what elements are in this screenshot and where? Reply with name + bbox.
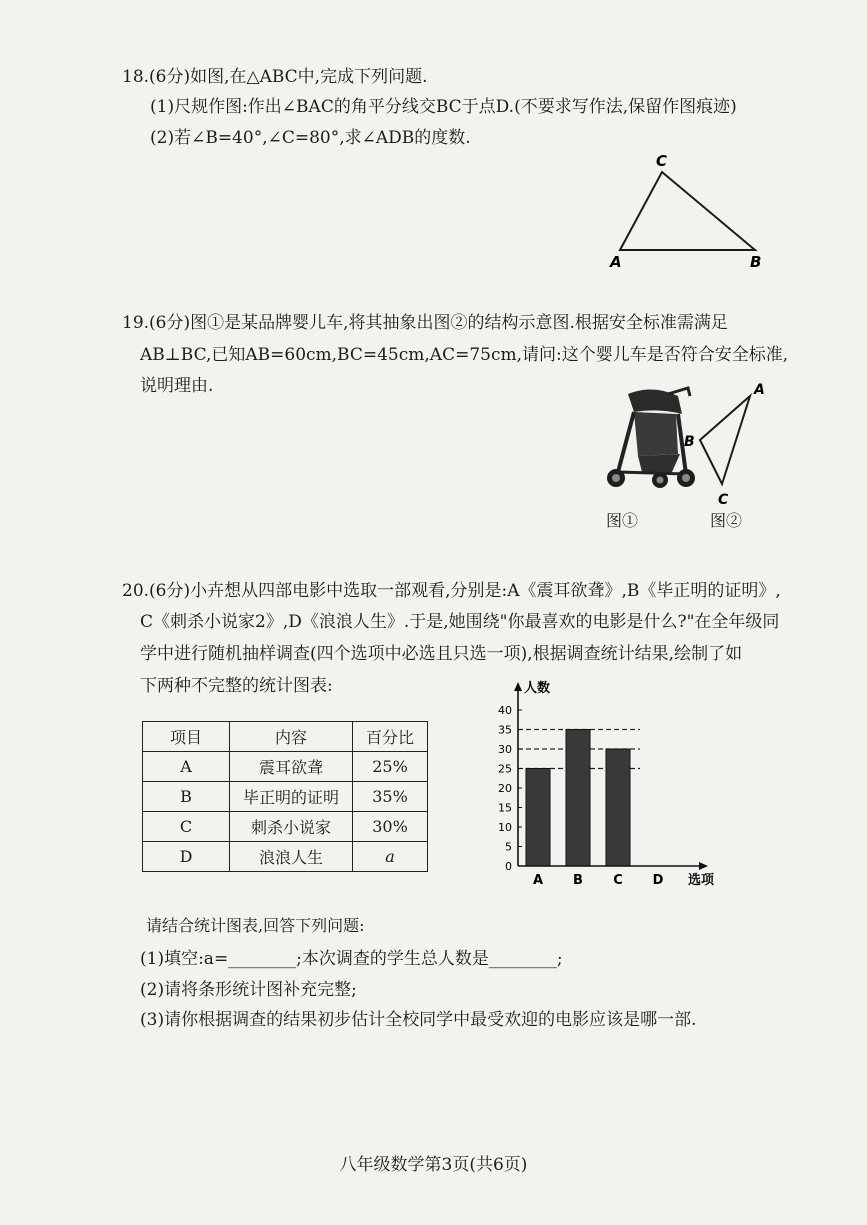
table-header-row [143,722,428,752]
x-tick-label: B [573,873,583,888]
x-tick-label: D [652,873,664,888]
table-cell: a [353,842,428,872]
q19-line1: 19.(6分)图①是某品牌婴儿车,将其抽象出图②的结构示意图.根据安全标准需满足 [122,313,728,333]
y-tick-label: 10 [498,821,512,834]
q18-label-b: B [750,253,762,271]
table-cell: 刺杀小说家 [230,812,353,842]
q18-label-c: C [656,152,668,170]
y-axis-label: 人数 [524,681,551,696]
stats-table [142,721,428,872]
table-cell: 震耳欲聋 [230,752,353,782]
bar [606,749,630,866]
x-tick-label: C [613,873,623,888]
table-cell: 30% [353,812,428,842]
q18-part1: (1)尺规作图:作出∠BAC的角平分线交BC于点D.(不要求写作法,保留作图痕迹) [150,97,737,117]
q20-line1: 20.(6分)小卉想从四部电影中选取一部观看,分别是:A《震耳欲聋》,B《毕正明的证明》, [122,581,781,601]
bar [566,730,590,867]
x-tick-label: A [532,873,544,888]
table-cell: 浪浪人生 [230,842,353,872]
q20-line3: 学中进行随机抽样调查(四个选项中必选且只选一项),根据调查统计结果,绘制了如 [140,644,743,664]
table-cell: C [143,812,230,842]
table-cell: 25% [353,752,428,782]
x-axis-label: 选项 [688,873,715,888]
q18-stem: 18.(6分)如图,在△ABC中,完成下列问题. [122,67,428,87]
bar [526,769,550,867]
table-header: 百分比 [353,722,428,752]
q18-triangle-figure [600,150,780,275]
q19-label-b: B [684,434,695,450]
q19-label-c: C [718,492,729,508]
fig1-caption: 图① [606,511,639,530]
y-tick-label: 30 [498,743,512,756]
page-footer: 八年级数学第3页(共6页) [339,1155,528,1175]
table-cell: A [143,752,230,782]
table-cell: 毕正明的证明 [230,782,353,812]
q18-label-a: A [610,253,622,271]
table-cell: B [143,782,230,812]
table-header: 内容 [230,722,353,752]
table-row [143,752,428,782]
x-axis-arrow [699,862,708,870]
table-row [143,812,428,842]
table-row [143,782,428,812]
q20-sub1: (1)填空:a=________;本次调查的学生总人数是________; [140,949,563,969]
table-cell: D [143,842,230,872]
y-tick-label: 0 [505,860,512,873]
q19-label-a: A [754,382,765,398]
q18-part2: (2)若∠B=40°,∠C=80°,求∠ADB的度数. [150,128,471,148]
y-tick-label: 25 [498,762,512,776]
bar-chart [470,676,730,890]
q19-structure-figure [678,380,778,508]
q20-line2: C《刺杀小说家2》,D《浪浪人生》.于是,她围绕"你最喜欢的电影是什么?"在全年级同 [140,612,780,632]
fig2-caption: 图② [710,511,743,530]
y-tick-label: 40 [498,704,512,717]
y-axis-arrow [514,682,522,691]
y-tick-label: 5 [505,840,512,854]
q19-line2: AB⊥BC,已知AB=60cm,BC=45cm,AC=75cm,请问:这个婴儿车是否符合安全标准, [140,345,789,365]
q19-line3: 说明理由. [140,376,214,396]
y-tick-label: 35 [498,723,512,737]
table-cell: 35% [353,782,428,812]
table-row [143,842,428,872]
q20-line4: 下两种不完整的统计图表: [140,676,333,696]
q20-sub3: (3)请你根据调查的结果初步估计全校同学中最受欢迎的电影应该是哪一部. [140,1010,697,1030]
y-tick-label: 20 [498,782,512,795]
y-tick-label: 15 [498,801,512,815]
q20-prompt: 请结合统计图表,回答下列问题: [146,916,365,935]
table-header: 项目 [143,722,230,752]
q20-sub2: (2)请将条形统计图补充完整; [140,980,357,1000]
